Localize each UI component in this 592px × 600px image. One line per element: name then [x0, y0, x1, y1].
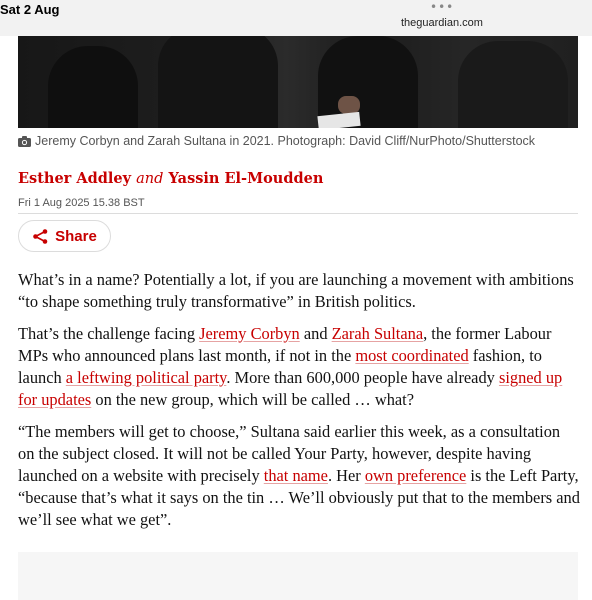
p2-text-2: and: [299, 324, 332, 343]
photo-caption: [18, 134, 578, 148]
byline-conjunction: and: [136, 171, 164, 187]
p2-text-5: . More than 600,000 people have already: [226, 368, 499, 387]
link-jeremy-corbyn[interactable]: Jeremy Corbyn: [199, 324, 300, 343]
status-bar: [0, 0, 592, 36]
p2-text-4: fashion, to launch: [18, 346, 542, 387]
author-link-1[interactable]: Esther Addley: [18, 170, 132, 187]
link-zarah-sultana[interactable]: Zarah Sultana: [331, 324, 424, 343]
link-own-preference[interactable]: own preference: [364, 466, 467, 485]
link-leftwing-party[interactable]: a leftwing political party: [65, 368, 227, 387]
p3-text-3: is the Left Party, “because that’s what it says on the tin … We’ll obviously put that to the members and we’ll see what we get”.: [18, 466, 580, 529]
ad-placeholder: [18, 552, 578, 600]
caption-text: Jeremy Corbyn and Zarah Sultana in 2021. Photograph: David Cliff/NurPhoto/Shutterstock: [35, 134, 536, 148]
divider: [18, 213, 578, 214]
link-most-coordinated[interactable]: most coordinated: [355, 346, 469, 365]
camera-icon: [18, 136, 31, 147]
article-body: [18, 269, 580, 541]
paragraph-2: [18, 323, 580, 411]
hero-photo: [18, 36, 578, 128]
p3-text-2: . Her: [327, 466, 365, 485]
share-label: Share: [55, 227, 97, 245]
p2-text-6: on the new group, which will be called … what?: [91, 390, 414, 409]
site-domain[interactable]: theguardian.com: [401, 17, 483, 29]
share-icon: [32, 228, 49, 245]
more-dots-icon[interactable]: •••: [430, 0, 455, 14]
share-button[interactable]: [18, 220, 111, 252]
p2-text-1: That’s the challenge facing: [18, 324, 200, 343]
publish-date: Fri 1 Aug 2025 15.38 BST: [18, 197, 145, 209]
paragraph-3: [18, 421, 580, 531]
status-date: Sat 2 Aug: [0, 2, 60, 17]
author-link-2[interactable]: Yassin El-Moudden: [168, 170, 324, 187]
link-that-name[interactable]: that name: [263, 466, 328, 485]
p3-text-1: “The members will get to choose,” Sultana said earlier this week, as a consultation on the subject closed. It will not be called Your Party, however, despite having launched on a website with precisely: [18, 422, 561, 485]
link-signed-up[interactable]: signed up for updates: [18, 368, 563, 409]
byline: [18, 170, 323, 187]
paragraph-1: What’s in a name? Potentially a lot, if you are launching a movement with ambitions “to shape something truly transformative” in British politics.: [18, 270, 574, 311]
p2-text-3: , the former Labour MPs who announced plans last month, if not in the: [18, 324, 552, 365]
